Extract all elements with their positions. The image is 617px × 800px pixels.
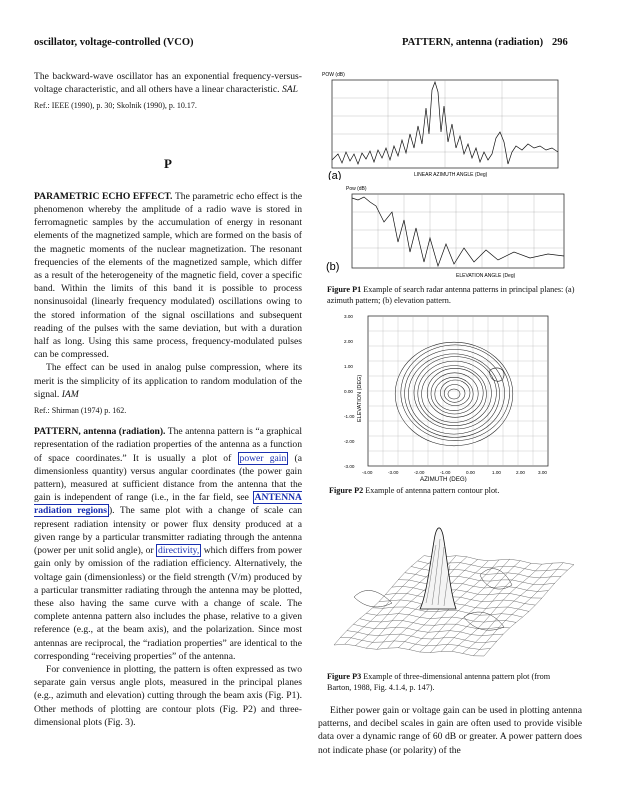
pattern-term: PATTERN, antenna (radiation). bbox=[34, 426, 166, 438]
intro-paragraph bbox=[34, 70, 302, 96]
parametric-echo-text-2: The effect can be used in analog pulse compression, where its merit is the simplicity of its application to random modulation of the signal. bbox=[34, 362, 302, 400]
fig2-contour-ring bbox=[440, 380, 470, 406]
fig2-yticks bbox=[344, 314, 355, 469]
fig2-xtick: -4.00 bbox=[362, 470, 373, 475]
fig2-contour-ring bbox=[395, 342, 513, 446]
fig3-mesh-line bbox=[360, 619, 510, 629]
fig1b-xlabel: ELEVATION ANGLE (Deg) bbox=[456, 273, 516, 279]
fig1b-ylabel: Pow (dB) bbox=[346, 186, 367, 192]
fig3-mesh-line bbox=[484, 565, 574, 656]
fig2-contour-ring bbox=[405, 349, 505, 437]
intro-text: The backward-wave oscillator has an exponential frequency-versus-voltage characteristic, and all others have a linear characteristic. bbox=[34, 71, 302, 96]
parametric-echo-paragraph bbox=[34, 190, 302, 362]
fig2-ytick: -2.00 bbox=[344, 439, 355, 444]
parametric-echo-term: PARAMETRIC ECHO EFFECT. bbox=[34, 190, 173, 202]
parametric-echo-reference: Ref.: Shirman (1974) p. 162. bbox=[34, 406, 127, 416]
fig3-mesh-line bbox=[452, 564, 542, 651]
fig2-ytick: 2.00 bbox=[344, 339, 353, 344]
parametric-echo-author: IAM bbox=[61, 388, 79, 400]
page-number: 296 bbox=[552, 37, 568, 48]
intro-author: SAL bbox=[281, 84, 298, 96]
pattern-text-4: which differs from power gain only by omission of the radiation efficiency. Alternatively, the voltage gain (dimensionless) or the field strength (V/m) produced by a particular transmitter radiating through the antenna may be plotted, these also having the same curve with a change of scale. The complete antenna pattern also includes the phase, relative to a given reference (e.g., at the beam axis), and the polarization. Since most antennas are reciprocal, the “radiation properties” are identical to the corresponding “receiving properties” of the antenna. bbox=[34, 545, 302, 662]
fig3-mesh-line bbox=[347, 631, 497, 643]
fig2-xtick: 0.00 bbox=[466, 470, 475, 475]
fig2-xtick: -3.00 bbox=[388, 470, 399, 475]
fig2-contour-ring bbox=[427, 368, 483, 417]
fig1a-xlabel: LINEAR AZIMUTH ANGLE (Deg) bbox=[414, 172, 488, 178]
fig1b-panel-label: (b) bbox=[326, 261, 340, 273]
fig2-ytick: -3.00 bbox=[344, 464, 355, 469]
fig3-sidelobe-left bbox=[354, 590, 392, 606]
fig3-mesh-line bbox=[463, 563, 553, 653]
figure-p3-3d-plot bbox=[314, 505, 576, 665]
fig2-ylabel: ELEVATION (DEG) bbox=[357, 374, 363, 422]
pattern-text-3: ). The same plot with a change of scale can represent radiation intensity or power flux density produced at a given range by a particular transmitter radiating through the antenna (power per unit solid angle), or bbox=[34, 505, 303, 557]
parametric-echo-text: The parametric echo effect is the phenomenon whereby the amplitude of a radio wave is stored in ferromagnetic samples by the accumulation of energy in resonant elements of the magnetized sample, which are formed on the basis of the magnetic moments of the nuclear magnetization. The resonant frequencies of the elements of the magnetized sample, which differ as a result of the heterogeneity of the magnetic field, cover a specific band. Within the limits of this band it is possible to process nonsinusoidal (linearly frequency modulated) oscillations owing to the stored information of the signal oscillations and subsequent reading of the pulses with the same deviation, but with a duration half as long. Using this same process, frequency-modulated pulses can be compressed. bbox=[34, 190, 302, 361]
fig1b-grid bbox=[352, 194, 564, 268]
fig2-contour-ring bbox=[431, 373, 478, 414]
fig2-contour-ring bbox=[414, 357, 496, 429]
parametric-echo-paragraph-2 bbox=[34, 361, 302, 401]
intro-reference: Ref.: IEEE (1990), p. 30; Skolnik (1990), p. 10.17. bbox=[34, 101, 197, 111]
pattern-paragraph bbox=[34, 425, 302, 663]
left-column bbox=[34, 70, 302, 729]
pattern-text-1: The antenna pattern is “a graphical representation of the radiation properties of the antenna as a function of space coordinates.” It is usually a plot of bbox=[34, 426, 302, 464]
fig1a-ylabel: POW (dB) bbox=[322, 72, 345, 78]
fig2-ytick: -1.00 bbox=[344, 414, 355, 419]
fig1b-pattern-curve bbox=[352, 197, 564, 266]
fig1b-frame bbox=[352, 194, 564, 268]
figure-p1-label: Figure P1 bbox=[327, 285, 362, 294]
fig1a-grid bbox=[332, 80, 558, 168]
fig2-contour-ring bbox=[444, 385, 465, 403]
figure-p1a-azimuth-plot bbox=[318, 68, 562, 180]
figure-p2-contour-plot bbox=[340, 312, 560, 482]
fig2-grid bbox=[368, 316, 548, 466]
fig2-contour-ring bbox=[401, 345, 510, 441]
fig3-mesh-line bbox=[353, 624, 503, 635]
fig2-xtick: -2.00 bbox=[414, 470, 425, 475]
running-head-left: oscillator, voltage-controlled (VCO) bbox=[34, 37, 194, 48]
figure-p2-caption-text: Example of antenna pattern contour plot. bbox=[363, 486, 500, 495]
pattern-paragraph-2: For convenience in plotting, the pattern is often expressed as two separate gain versus angle plots, measured in the principal planes (e.g., azimuth and elevation) cutting through the beam axis (Fig. P1). Other methods of plotting are contour plots (Fig. P2) and three-dimensional plots (Fig. 3). bbox=[34, 663, 302, 728]
fig3-main-lobe bbox=[420, 528, 456, 609]
right-paragraph: Either power gain or voltage gain can be used in plotting antenna patterns, and decibel scales in gain are often used to provide visible data over a dynamic range of 60 dB or greater. A power pattern does not indicate phase (or polarity) of the bbox=[318, 705, 582, 756]
pattern-text-2: (a dimensionless quantity) versus angular coordinates (the power gain pattern), measured at sufficient distance from the antenna that the gain is independent of range (i.e., in the far field, see bbox=[34, 452, 302, 504]
fig3-mesh-line bbox=[334, 556, 424, 645]
link-power-gain[interactable]: power gain bbox=[239, 452, 287, 464]
fig3-mesh-line bbox=[385, 593, 535, 605]
figure-p3-caption-text: Example of three-dimensional antenna pattern plot (from Barton, 1988, Fig. 4.1.4, p. 147). bbox=[327, 672, 551, 692]
figure-p3-caption bbox=[327, 671, 575, 693]
fig2-ytick: 0.00 bbox=[344, 389, 353, 394]
figure-p2-label: Figure P2 bbox=[329, 486, 364, 495]
figure-p1b-elevation-plot bbox=[318, 182, 568, 280]
section-letter: P bbox=[164, 155, 172, 171]
link-directivity[interactable]: directivity, bbox=[158, 545, 200, 557]
fig2-xtick: 1.00 bbox=[492, 470, 501, 475]
running-head-right: PATTERN, antenna (radiation) bbox=[402, 37, 544, 48]
figure-p1-caption-text: Example of search radar antenna patterns in principal planes: (a) azimuth pattern; (b) elevation pattern. bbox=[327, 285, 575, 305]
right-column-text bbox=[318, 704, 582, 757]
fig2-contour-ring bbox=[418, 361, 492, 426]
fig2-xtick: 3.00 bbox=[538, 470, 547, 475]
figure-p1-caption bbox=[327, 284, 577, 306]
figure-p2-caption bbox=[329, 485, 579, 496]
fig2-xtick: 2.00 bbox=[516, 470, 525, 475]
link-antenna-radiation-regions[interactable]: ANTENNA radiation regions bbox=[34, 492, 302, 517]
fig3-mesh-line bbox=[473, 563, 563, 656]
fig2-xticks bbox=[362, 470, 547, 475]
figure-p3-label: Figure P3 bbox=[327, 672, 362, 681]
fig2-ytick: 3.00 bbox=[344, 314, 353, 319]
fig2-contour-ring bbox=[448, 389, 460, 399]
fig2-xlabel: AZIMUTH (DEG) bbox=[420, 476, 467, 482]
fig2-xtick: -1.00 bbox=[440, 470, 451, 475]
fig2-contour-ring bbox=[408, 354, 499, 434]
fig2-ytick: 1.00 bbox=[344, 364, 353, 369]
fig1a-panel-label: (a) bbox=[328, 170, 342, 180]
fig2-contours bbox=[395, 342, 513, 446]
fig3-mesh-line bbox=[334, 644, 484, 656]
